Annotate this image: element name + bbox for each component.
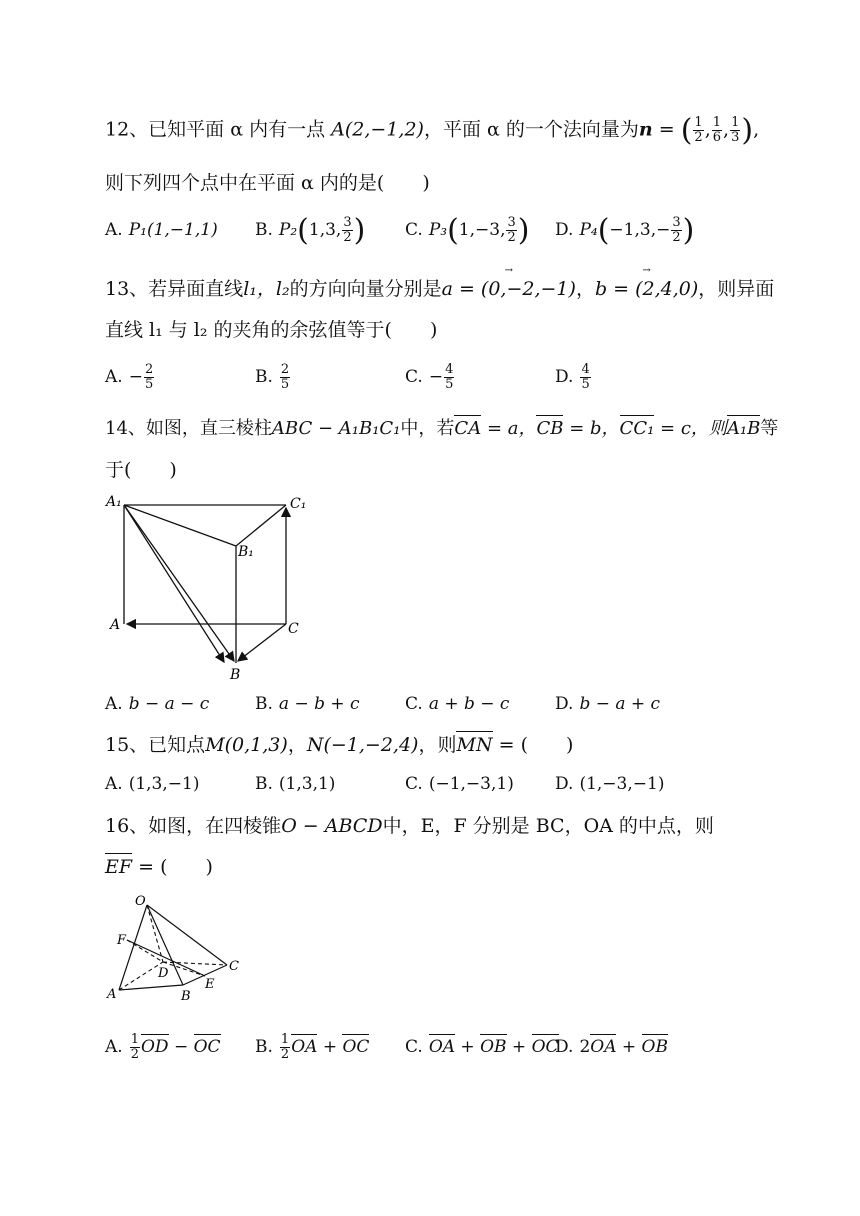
q16-label-f: F [117,933,127,948]
q14-label-c: C [288,621,299,637]
q12-normal-label: n [638,118,653,141]
q16-option-a[interactable]: A. $\frac{1}{2}$ OD − OC [105,1031,221,1062]
q12-frac-3: $\frac{1}{3}$ [731,115,740,145]
q16-label-d: D [158,966,169,981]
q13-vec-b: b = (2,4,0) → [595,278,698,300]
q15-option-a[interactable]: A. (1,3,−1) [105,774,200,794]
q16-option-c[interactable]: C. OA + OB + OC [405,1037,559,1057]
q14-option-c[interactable]: C. a + b − c [405,694,510,714]
q16-label-e: E [205,977,215,992]
q12-option-d[interactable]: D. P₄ ( −1,3,− $\frac{3}{2}$ ) [555,212,695,248]
q14-label-a1: A₁ [106,494,122,510]
q14-option-d[interactable]: D. b − a + c [555,694,661,714]
q14-option-a[interactable]: A. b − a − c [105,694,210,714]
q14-options [105,682,745,726]
q16-option-d[interactable]: D. 2 OA + OB [555,1037,668,1057]
q13-line1: 13、若异面直线l₁，l₂的方向向量分别是a = (0,−2,−1) →，b = (2,4,0) →，则异面 [105,274,774,301]
q16-label-o: O [135,894,146,909]
q16-line2: EF = ( ) [105,856,213,878]
q16-line1: 16、如图，在四棱锥O − ABCD中，E，F 分别是 BC，OA 的中点，则 [105,815,714,837]
q12-point: A(2,−1,2) [331,118,424,141]
q12-line1: 12、已知平面 α 内有一点 A(2,−1,2)，平面 α 的一个法向量为n = ( $\frac{1}{2}$ , $\frac{1}{6}$ , $\frac{1}{3}$ ), [105,113,760,148]
q13-line2: 直线 l₁ 与 l₂ 的夹角的余弦值等于( ) [105,319,438,341]
q12-option-a[interactable]: A. P₁(1,−1,1) [105,220,218,240]
q14-label-c1: C₁ [290,496,307,512]
q12-text: 12、已知平面 α 内有一点 [105,118,326,141]
q13-option-b[interactable]: B. $\frac{2}{5}$ [255,361,290,392]
q15-line: 15、已知点M(0,1,3)，N(−1,−2,4)，则MN = ( ) [105,734,574,756]
q13-option-c[interactable]: C. − $\frac{4}{5}$ [405,361,454,392]
q16-options [105,1025,745,1069]
q13-vec-a: a = (0,−2,−1) → [442,278,576,300]
q16-label-c: C [229,959,239,974]
q15-options [105,762,745,806]
q14-label-b1: B₁ [238,544,254,560]
q16-label-b: B [181,989,191,1004]
q14-line2: 于( ) [105,459,177,481]
q16-pyramid-figure [105,890,255,1010]
q14-label-b: B [230,667,241,683]
q12-options [105,208,745,252]
q14-option-b[interactable]: B. a − b + c [255,694,360,714]
q15-option-d[interactable]: D. (1,−3,−1) [555,774,665,794]
q15-option-b[interactable]: B. (1,3,1) [255,774,336,794]
q14-line1: 14、如图，直三棱柱ABC − A₁B₁C₁中，若CA = a，CB = b，CC₁ = c，则A₁B等 [105,418,779,439]
q12-option-c[interactable]: C. P₃ ( 1,−3, $\frac{3}{2}$ ) [405,212,530,248]
q12-line2: 则下列四个点中在平面 α 内的是( ) [105,172,430,194]
q14-label-a: A [110,617,121,633]
q13-options [105,355,745,399]
q16-label-a: A [107,987,117,1002]
q14-prism-figure [100,488,320,683]
q16-option-b[interactable]: B. $\frac{1}{2}$ OA + OC [255,1031,370,1062]
q12-frac-2: $\frac{1}{6}$ [712,115,722,145]
q12-mid: ，平面 α 的一个法向量为 [423,118,639,141]
q13-option-a[interactable]: A. − $\frac{2}{5}$ [105,361,154,392]
q12-option-b[interactable]: B. P₂ ( 1,3, $\frac{3}{2}$ ) [255,212,366,248]
q15-option-c[interactable]: C. (−1,−3,1) [405,774,514,794]
q12-frac-1: $\frac{1}{2}$ [694,115,703,145]
q13-option-d[interactable]: D. $\frac{4}{5}$ [555,361,590,392]
